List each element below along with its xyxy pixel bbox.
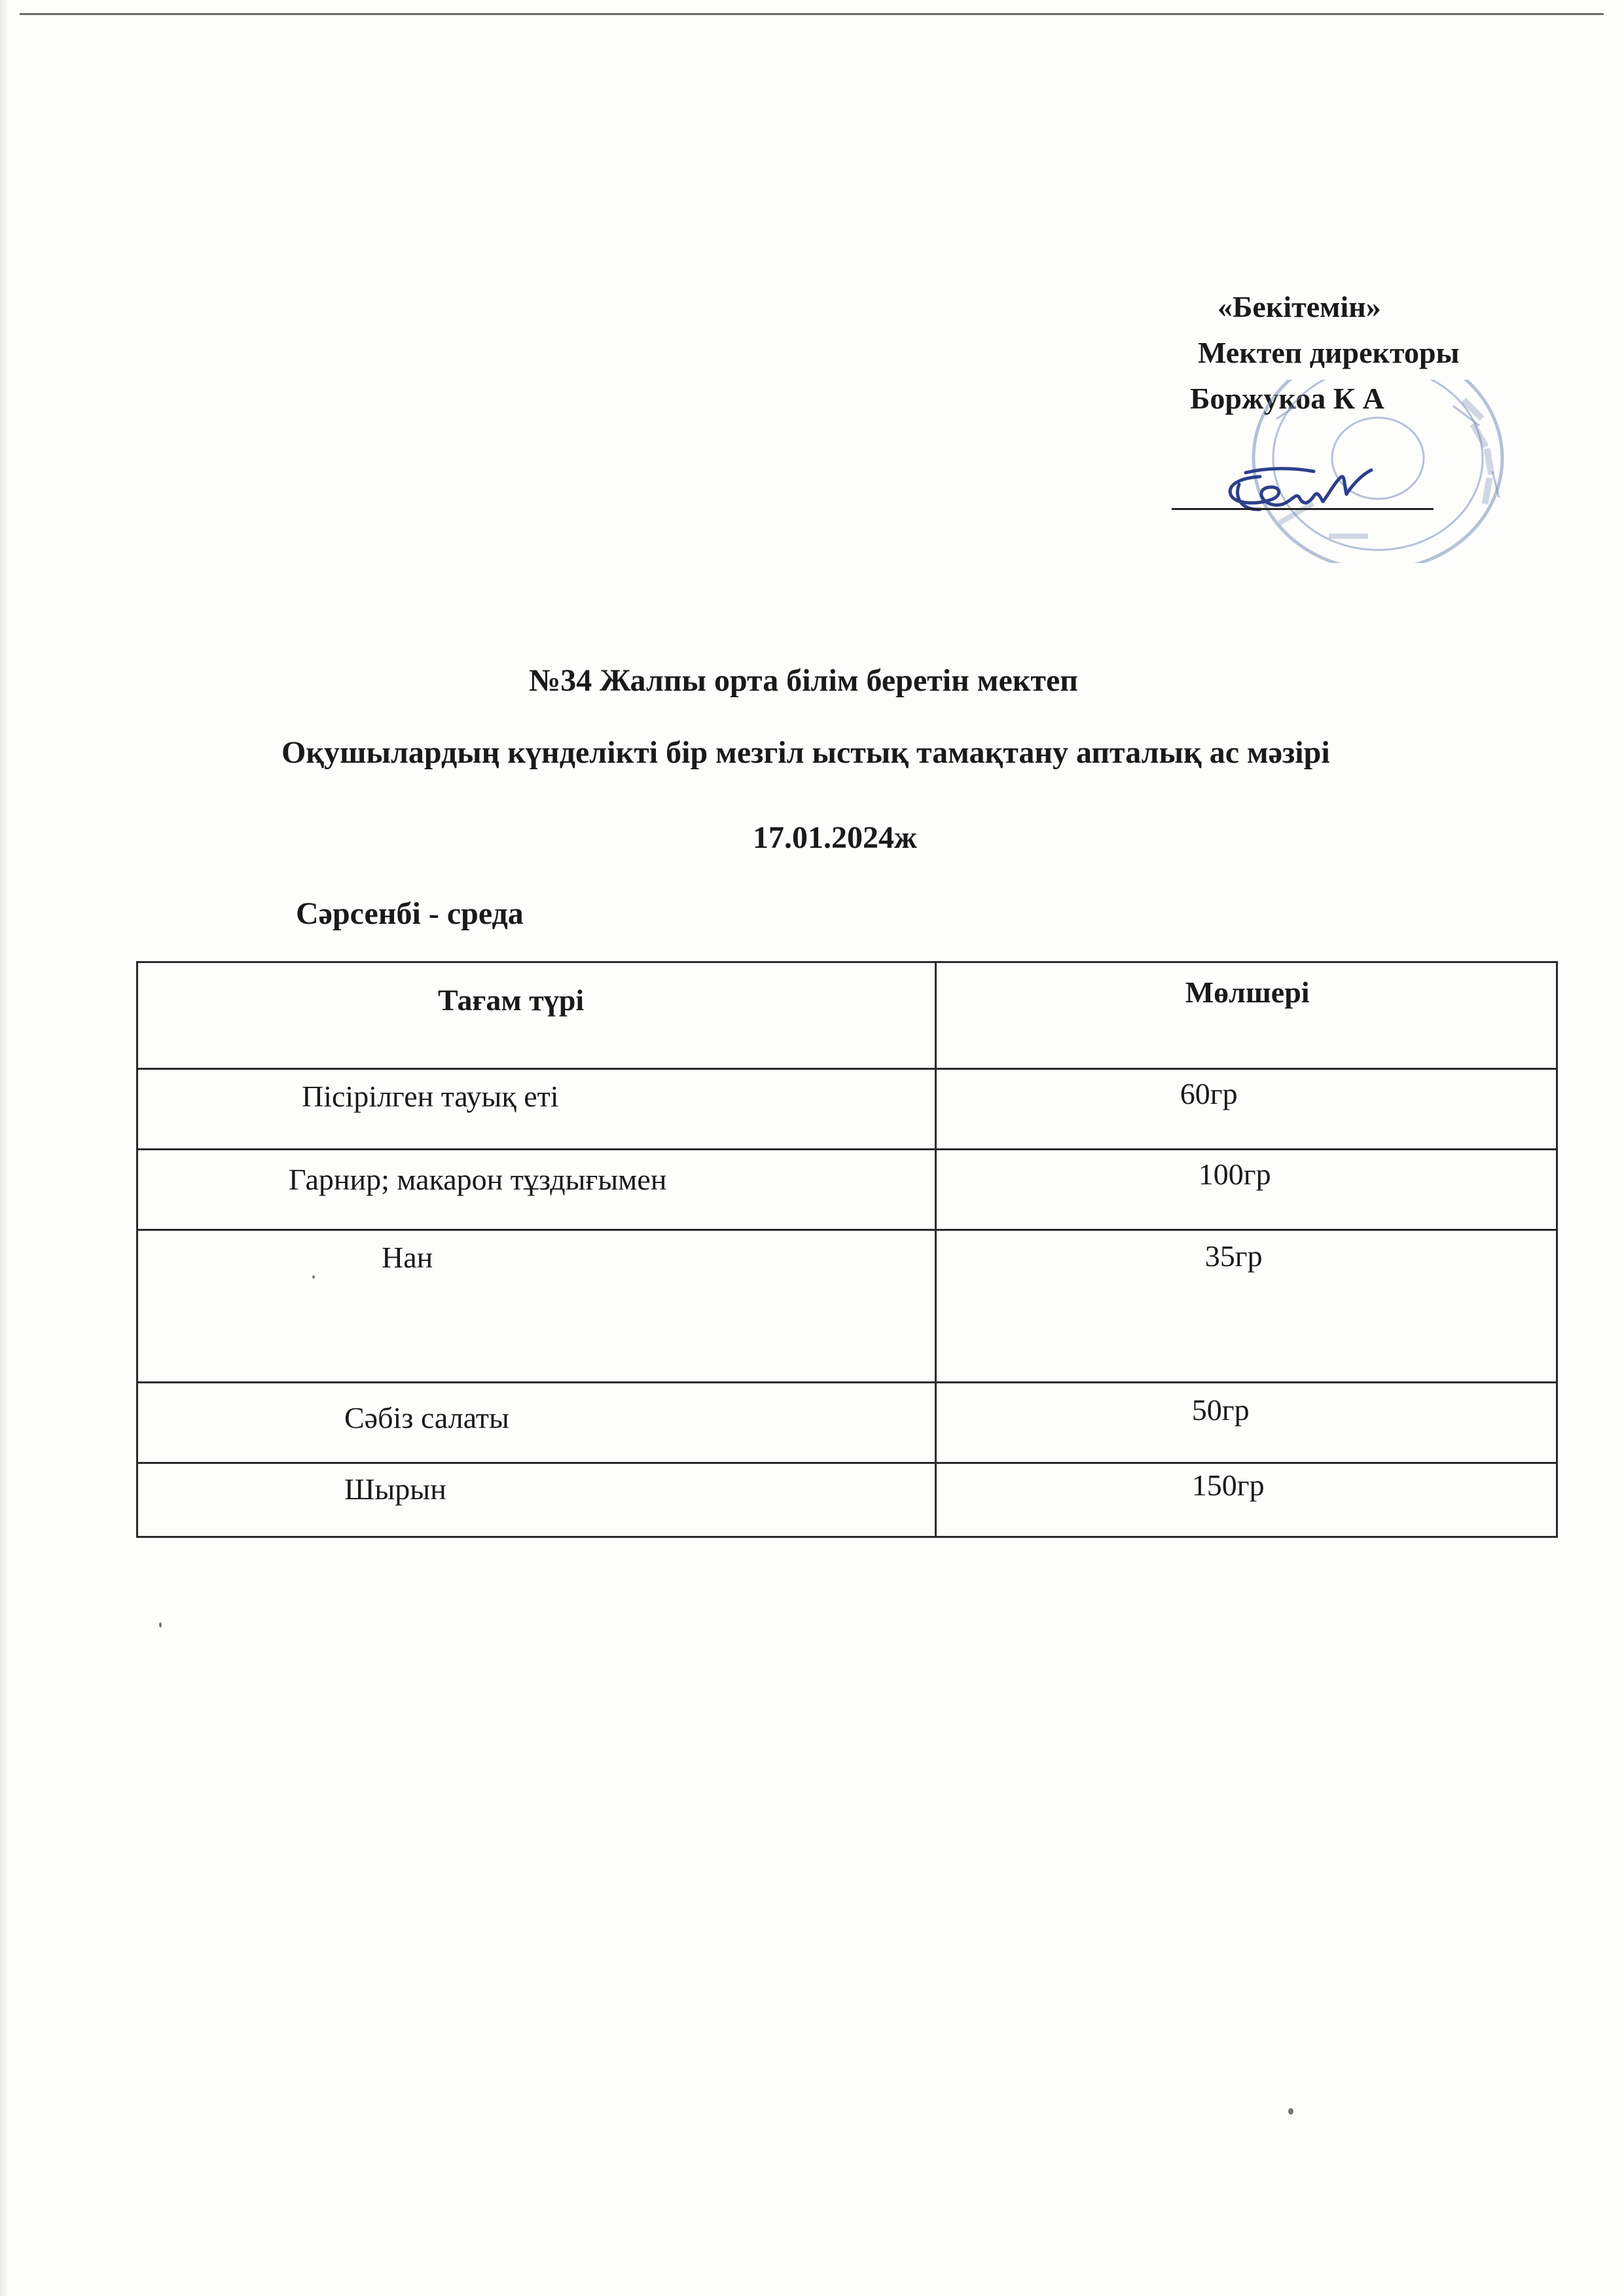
amount-cell (935, 1069, 1557, 1150)
table-row (137, 1069, 1557, 1150)
approval-position: Мектеп директоры (1198, 336, 1460, 369)
dish-amount: 150гр (1191, 1468, 1265, 1502)
day-of-week: Сәрсенбі - среда (296, 896, 524, 931)
table-row (137, 1230, 1557, 1383)
table-row (137, 1150, 1557, 1230)
approval-title: «Бекітемін» (1218, 290, 1381, 323)
scan-speck (159, 1622, 162, 1628)
dish-amount: 35гр (1204, 1239, 1263, 1273)
amount-cell (935, 1383, 1557, 1463)
school-name: №34 Жалпы орта білім беретін мектеп (529, 663, 1078, 698)
amount-cell (935, 1230, 1557, 1383)
menu-date: 17.01.2024ж (753, 820, 917, 855)
table-header-row (137, 962, 1557, 1069)
dish-cell (137, 1230, 936, 1383)
approval-director-name: Боржукоа К А (1190, 382, 1384, 415)
table-row (137, 1463, 1557, 1537)
scan-edge-top (20, 13, 1604, 15)
column-header-amount: Мөлшері (935, 962, 1557, 1069)
dish-cell (137, 1463, 936, 1537)
column-header-dish-type: Тағам түрі (137, 962, 936, 1069)
menu-table (136, 961, 1558, 1538)
signature-line (1172, 508, 1434, 510)
dish-cell (137, 1383, 936, 1463)
scan-speck (1288, 2108, 1293, 2115)
dish-amount: 60гр (1180, 1077, 1238, 1110)
dish-name: Пісірілген тауық еті (302, 1080, 559, 1113)
dish-name: Нан (382, 1241, 433, 1274)
amount-cell (935, 1150, 1557, 1230)
amount-cell (935, 1463, 1557, 1537)
dish-name: Шырын (344, 1472, 446, 1506)
dish-name: Гарнир; макарон тұздығымен (289, 1163, 667, 1196)
document-title: Оқушылардың күнделікті бір мезгіл ыстық тамақтану апталық ас мәзірі (281, 735, 1330, 770)
dish-name: Сәбіз салаты (344, 1401, 509, 1434)
scan-edge-left (0, 0, 9, 2296)
dish-cell (137, 1069, 936, 1150)
table-row (137, 1383, 1557, 1463)
scan-speck (312, 1275, 315, 1279)
handwritten-signature-icon (1168, 458, 1443, 530)
dish-amount: 100гр (1198, 1157, 1271, 1191)
dish-cell (137, 1150, 936, 1230)
dish-amount: 50гр (1191, 1393, 1250, 1427)
